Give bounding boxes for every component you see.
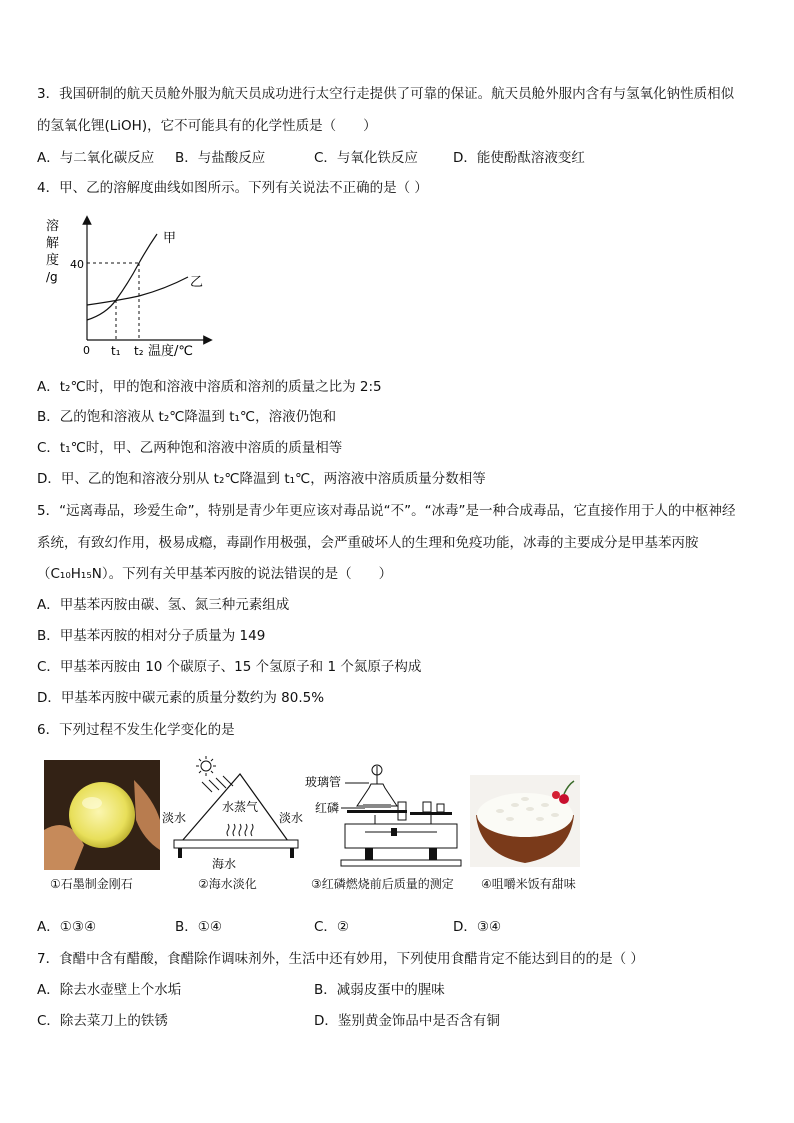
q4-option-b: B．乙的饱和溶液从 t₂℃降温到 t₁℃，溶液仍饱和 <box>37 409 337 425</box>
fig4-caption: ④咀嚼米饭有甜味 <box>481 877 576 891</box>
x-label: 温度/℃ <box>148 344 193 359</box>
q3-option-d: D．能使酚酞溶液变红 <box>453 150 585 166</box>
graphite-diamond-photo <box>44 760 160 870</box>
fig3-label-tube: 玻璃管 <box>305 775 342 789</box>
q6-option-a: A．①③④ <box>37 919 97 935</box>
x-tick-t1: t₁ <box>111 344 121 358</box>
fig1-caption: ①石墨制金刚石 <box>50 877 133 891</box>
fig2-label-right: 淡水 <box>279 811 304 825</box>
curve-yi-label: 乙 <box>190 275 204 290</box>
q6-option-d: D．③④ <box>453 919 502 935</box>
fig2-label-left: 淡水 <box>162 811 187 825</box>
fig2-label-sea: 海水 <box>212 857 237 871</box>
q3-option-a: A．与二氧化碳反应 <box>37 150 155 166</box>
fig3-label-p: 红磷 <box>315 801 340 815</box>
q4-stem: 4．甲、乙的溶解度曲线如图所示。下列有关说法不正确的是（ ） <box>37 180 428 196</box>
q5-option-c: C．甲基苯丙胺由 10 个碳原子、15 个氢原子和 1 个氮原子构成 <box>37 659 422 675</box>
q3-stem-line1: 3．我国研制的航天员舱外服为航天员成功进行太空行走提供了可靠的保证。航天员舱外服内含有与氢氧化钠性质相似 <box>37 86 735 102</box>
origin-label: 0 <box>83 344 90 357</box>
q7-option-a: A．除去水壶壁上个水垢 <box>37 982 182 998</box>
q3-option-b: B．与盐酸反应 <box>175 150 266 166</box>
q5-option-b: B．甲基苯丙胺的相对分子质量为 149 <box>37 628 266 644</box>
y-tick-40: 40 <box>70 258 84 271</box>
fig2-label-vapor: 水蒸气 <box>222 800 259 814</box>
solubility-graph <box>40 210 220 360</box>
q5-stem-line1: 5．“远离毒品，珍爱生命”，特别是青少年更应该对毒品说“不”。“冰毒”是一种合成毒品，它直接作用于人的中枢神经 <box>37 503 736 519</box>
q6-option-b: B．①④ <box>175 919 222 935</box>
x-tick-t2: t₂ <box>134 344 144 358</box>
q5-option-d: D．甲基苯丙胺中碳元素的质量分数约为 80.5% <box>37 690 325 706</box>
fig3-caption: ③红磷燃烧前后质量的测定 <box>311 877 454 891</box>
q3-stem-line2: 的氢氧化锂(LiOH)，它不可能具有的化学性质是（ ） <box>37 118 377 134</box>
q7-option-b: B．减弱皮蛋中的腥味 <box>314 982 445 998</box>
curve-jia <box>87 234 157 320</box>
curve-yi <box>87 277 188 305</box>
q4-option-c: C．t₁℃时，甲、乙两种饱和溶液中溶质的质量相等 <box>37 440 343 456</box>
y-label-1: 溶 <box>46 219 60 234</box>
q5-stem-line3: （C₁₀H₁₅N）。下列有关甲基苯丙胺的说法错误的是（ ） <box>37 566 393 582</box>
q7-option-d: D．鉴别黄金饰品中是否含有铜 <box>314 1013 500 1029</box>
y-label-2: 解 <box>46 236 60 251</box>
curve-jia-label: 甲 <box>163 231 177 246</box>
q4-option-a: A．t₂℃时，甲的饱和溶液中溶质和溶剂的质量之比为 2:5 <box>37 379 382 395</box>
y-label-4: /g <box>46 270 58 284</box>
q7-stem: 7．食醋中含有醋酸，食醋除作调味剂外，生活中还有妙用，下列使用食醋肯定不能达到目的的是（ ） <box>37 951 644 967</box>
seawater-desalination-diagram <box>162 756 306 871</box>
sun-icon <box>201 761 211 771</box>
q4-option-d: D．甲、乙的饱和溶液分别从 t₂℃降温到 t₁℃，两溶液中溶质质量分数相等 <box>37 471 486 487</box>
y-label-3: 度 <box>46 253 60 268</box>
q5-stem-line2: 系统，有致幻作用，极易成瘾，毒副作用极强，会严重破坏人的生理和免疫功能，冰毒的主要成分是甲基苯丙胺 <box>37 535 699 551</box>
q5-option-a: A．甲基苯丙胺由碳、氢、氮三种元素组成 <box>37 597 290 613</box>
q7-option-c: C．除去菜刀上的铁锈 <box>37 1013 168 1029</box>
rice-bowl-photo <box>470 775 580 867</box>
q6-option-c: C．② <box>314 919 350 935</box>
q6-stem: 6．下列过程不发生化学变化的是 <box>37 722 235 738</box>
fig2-caption: ②海水淡化 <box>198 877 257 891</box>
q3-option-c: C．与氧化铁反应 <box>314 150 418 166</box>
phosphorus-balance-diagram <box>305 762 467 872</box>
